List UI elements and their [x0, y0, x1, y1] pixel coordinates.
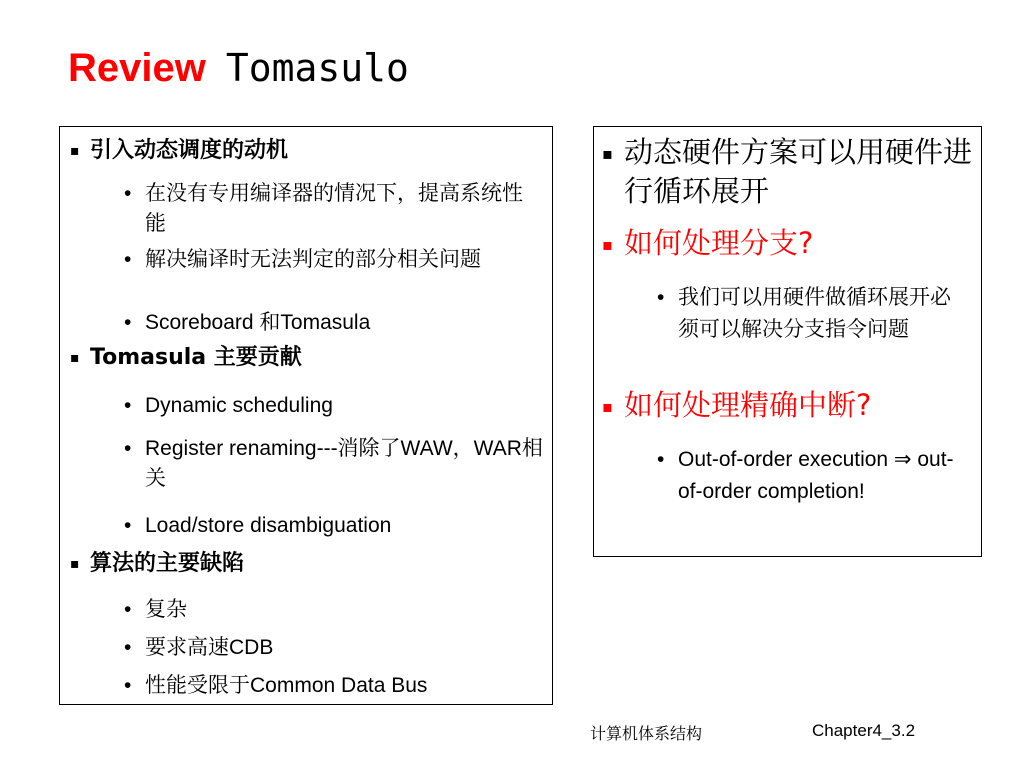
footer-course-name: 计算机体系结构 — [590, 724, 703, 743]
list-item: • Out-of-order execution ⇒ out-of-order completion! — [678, 444, 973, 508]
dot-bullet-icon: • — [124, 248, 132, 271]
section-heading: ▪ 算法的主要缺陷 — [90, 549, 244, 579]
list-item: • 我们可以用硬件做循环展开必须可以解决分支指令问题 — [678, 282, 968, 346]
square-bullet-icon: ▪ — [70, 556, 80, 572]
dot-bullet-icon: • — [657, 448, 665, 471]
list-item: • 性能受限于Common Data Bus — [145, 671, 427, 701]
dot-bullet-icon: • — [124, 598, 132, 621]
right-content-box — [593, 126, 982, 557]
dot-bullet-icon: • — [124, 182, 132, 205]
point-text: ▪ 如何处理精确中断? — [624, 386, 871, 425]
list-item: • 复杂 — [145, 595, 187, 625]
square-bullet-icon: ▪ — [602, 144, 613, 163]
square-bullet-icon: ▪ — [602, 235, 613, 254]
left-content-box — [59, 126, 553, 705]
square-bullet-icon: ▪ — [70, 143, 80, 159]
point-text: ▪ 如何处理分支? — [624, 224, 813, 263]
point-text: ▪ 动态硬件方案可以用硬件进行循环展开 — [602, 135, 973, 208]
slide-title — [68, 40, 409, 96]
title-highlight: Review — [68, 46, 206, 90]
dot-bullet-icon: • — [124, 437, 132, 460]
square-bullet-icon: ▪ — [70, 350, 80, 366]
dot-bullet-icon: • — [124, 674, 132, 697]
section-heading: ▪ Tomasula 主要贡献 — [90, 343, 302, 373]
square-bullet-icon: ▪ — [602, 397, 613, 416]
footer-chapter-label: Chapter4_3.2 — [812, 721, 916, 740]
list-item: • Load/store disambiguation — [145, 511, 391, 541]
dot-bullet-icon: • — [124, 311, 132, 334]
title-main: Tomasulo — [225, 46, 409, 90]
list-item: • 在没有专用编译器的情况下，提高系统性能 — [145, 179, 540, 239]
list-item: • Register renaming---消除了WAW，WAR相关 — [145, 434, 545, 494]
dot-bullet-icon: • — [124, 514, 132, 537]
dot-bullet-icon: • — [657, 286, 665, 309]
list-item: • 解决编译时无法判定的部分相关问题 — [145, 245, 540, 275]
dot-bullet-icon: • — [124, 636, 132, 659]
dot-bullet-icon: • — [124, 394, 132, 417]
list-item: • Dynamic scheduling — [145, 391, 333, 421]
section-heading: ▪ 引入动态调度的动机 — [90, 136, 288, 166]
list-item: • Scoreboard 和Tomasula — [145, 308, 370, 338]
list-item: • 要求高速CDB — [145, 633, 273, 663]
